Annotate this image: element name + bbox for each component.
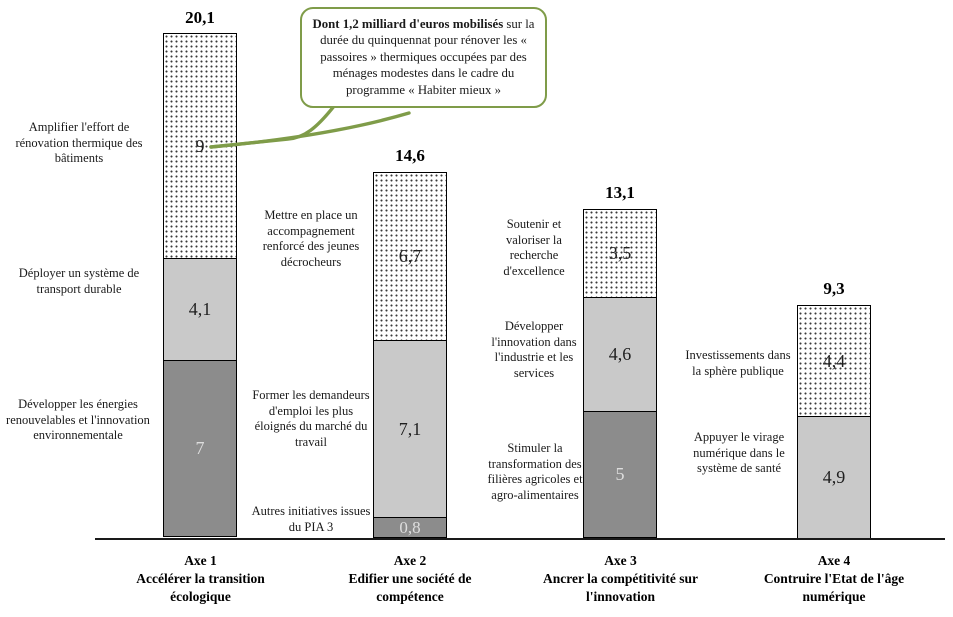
bar4-dotted-value: 4,4 — [822, 350, 846, 371]
bar3-segment-dark — [583, 411, 657, 538]
bar1-segment-dark — [163, 360, 237, 537]
bar3-segment-light — [583, 297, 657, 413]
bar2-dotted-value: 6,7 — [398, 246, 422, 266]
segment-label-pia3: Autres initiatives issues du PIA 3 — [251, 504, 371, 534]
bar4-segment-dotted — [797, 305, 871, 417]
axis-label-axe4 — [759, 552, 909, 605]
segment-label-recherche-excellence: Soutenir et valoriser la recherche d'excellence — [503, 217, 565, 278]
axe3-number: Axe 3 — [604, 553, 637, 568]
segment-label-filieres-agricoles: Stimuler la transformation des filières agricoles et agro-alimentaires — [487, 441, 583, 502]
bar1-light-value: 4,1 — [188, 299, 212, 320]
bar3-total: 13,1 — [605, 183, 635, 202]
segment-label-innovation-industrie: Développer l'innovation dans l'industrie et les services — [491, 319, 577, 380]
axis-label-axe2 — [335, 552, 485, 605]
segment-label-energies-renouvelables: Développer les énergies renouvelables et l'innovation environnementale — [6, 397, 150, 443]
axe1-title: Accélérer la transition écologique — [136, 570, 265, 604]
callout-line1: Dont 1,2 milliard d'euros mobilisés — [312, 17, 504, 31]
segment-label-demandeurs-emploi: Former les demandeurs d'emploi les plus éloignés du marché du travail — [252, 388, 370, 449]
bar1-dotted-value: 9 — [195, 135, 205, 156]
bar3-dark-value: 5 — [615, 464, 625, 485]
axe1-number: Axe 1 — [184, 553, 217, 568]
bar2-segment-dotted — [373, 172, 447, 341]
bar2-total: 14,6 — [395, 146, 425, 165]
bar-axe2 — [373, 172, 447, 538]
segment-label-virage-numerique-sante: Appuyer le virage numérique dans le système de santé — [693, 430, 785, 476]
bar1-segment-light — [163, 258, 237, 362]
axis-label-axe1 — [123, 552, 278, 605]
bar1-segment-dotted — [163, 33, 237, 259]
bar3-light-value: 4,6 — [608, 344, 632, 365]
axe4-title: Contruire l'Etat de l'âge numérique — [763, 570, 905, 604]
bar4-light-value: 4,9 — [822, 467, 846, 488]
bar1-dark-value: 7 — [195, 438, 205, 459]
axe4-number: Axe 4 — [817, 553, 851, 568]
bar1-total: 20,1 — [185, 8, 215, 27]
bar4-total: 9,3 — [823, 279, 845, 298]
x-axis-line — [95, 538, 945, 540]
bar4-segment-light — [797, 416, 871, 540]
bar-axe1 — [163, 33, 237, 537]
segment-label-sphere-publique: Investissements dans la sphère publique — [685, 348, 791, 378]
bar-axe4 — [797, 305, 871, 540]
bar2-light-value: 7,1 — [398, 418, 422, 439]
axe2-number: Axe 2 — [393, 553, 427, 568]
bar2-segment-dark — [373, 517, 447, 538]
callout-body: sur la durée du quinquennat pour rénover les « passoires » thermiques occupées par des ménages modestes dans le cadre du programme « Habiter mieux » — [320, 17, 535, 97]
segment-label-jeunes-decrocheurs: Mettre en place un accompagnement renforcé des jeunes décrocheurs — [262, 208, 360, 269]
axe3-title: Ancrer la compétitivité sur l'innovation — [542, 570, 699, 604]
callout-bubble — [300, 7, 547, 108]
segment-label-transport-durable: Déployer un système de transport durable — [18, 266, 140, 296]
axe2-title: Edifier une société de compétence — [348, 570, 472, 604]
bar-axe3 — [583, 209, 657, 538]
bar3-dotted-value: 3,5 — [608, 243, 632, 263]
bar3-segment-dotted — [583, 209, 657, 298]
bar2-segment-light — [373, 340, 447, 519]
bar2-dark-value: 0,8 — [399, 517, 421, 537]
segment-label-renovation-thermique: Amplifier l'effort de rénovation thermique des bâtiments — [15, 120, 143, 166]
axis-label-axe3 — [533, 552, 708, 605]
